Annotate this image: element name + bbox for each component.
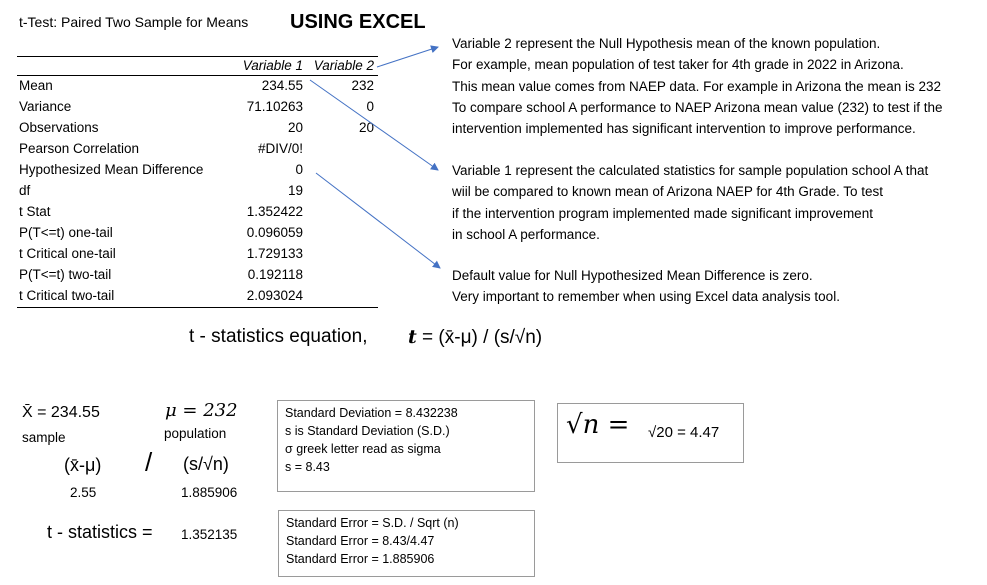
sqrt-n-lhs: √n = <box>566 410 630 440</box>
tstat-label: t - statistics = <box>47 522 153 542</box>
output-title: t-Test: Paired Two Sample for Means <box>19 14 249 30</box>
note-line: Default value for Null Hypothesized Mean Difference is zero. <box>452 268 813 283</box>
box-line: Standard Error = 8.43/4.47 <box>286 534 435 548</box>
denominator-value: 1.885906 <box>181 485 238 500</box>
note-default-value <box>452 265 840 308</box>
row-label: Pearson Correlation <box>19 141 140 156</box>
cell-v1: 0.192118 <box>247 267 303 282</box>
population-mean: μ = 232 <box>165 400 238 421</box>
row-label: Observations <box>19 120 99 135</box>
note-line: if the intervention program implemented made significant improvement <box>452 205 873 221</box>
cell-v2: 20 <box>358 120 374 135</box>
row-label: Hypothesized Mean Difference <box>19 162 204 177</box>
formula-text: = (x̄-μ) / (s/√n) <box>416 327 543 348</box>
standard-deviation-box <box>277 400 535 492</box>
t-symbol: t <box>408 326 417 348</box>
row-label: t Critical one-tail <box>19 246 116 261</box>
arrow-variable-2 <box>377 47 438 67</box>
note-line: wiil be compared to known mean of Arizona NAEP for 4th Grade. To test <box>452 184 883 200</box>
cell-v1: 20 <box>287 120 303 135</box>
denominator: (s/√n) <box>183 454 229 474</box>
note-line: For example, mean population of test taker for 4th grade in 2022 in Arizona. <box>452 57 904 73</box>
box-line: s is Standard Deviation (S.D.) <box>285 424 450 438</box>
note-line: This mean value comes from NAEP data. For example in Arizona the mean is 232 <box>452 78 941 94</box>
note-variable-1 <box>452 160 928 245</box>
box-line: Standard Error = 1.885906 <box>286 552 435 566</box>
cell-v1: 19 <box>287 183 303 198</box>
arrow-default-value <box>316 173 440 268</box>
cell-v1: 71.10263 <box>246 99 303 114</box>
note-line: in school A performance. <box>452 226 600 242</box>
cell-v1: 1.729133 <box>246 246 303 261</box>
using-excel-heading: USING EXCEL <box>290 11 426 33</box>
note-line: Variable 2 represent the Null Hypothesis mean of the known population. <box>452 36 881 51</box>
cell-v1: 234.55 <box>261 78 303 93</box>
numerator: (x̄-μ) <box>64 455 102 475</box>
row-label: t Critical two-tail <box>19 288 115 303</box>
row-label: P(T<=t) two-tail <box>19 267 112 282</box>
cell-v1: 2.093024 <box>246 288 303 303</box>
box-line: σ greek letter read as sigma <box>285 442 441 456</box>
note-line: intervention implemented has significant intervention to improve performance. <box>452 121 916 137</box>
cell-v1: #DIV/0! <box>257 141 303 156</box>
cell-v2: 232 <box>351 78 374 93</box>
sqrt-n-rhs: √20 = 4.47 <box>648 424 720 441</box>
box-line: Standard Error = S.D. / Sqrt (n) <box>286 516 459 530</box>
tstat-value: 1.352135 <box>181 527 238 542</box>
cell-v2: 0 <box>366 99 374 114</box>
row-label: P(T<=t) one-tail <box>19 225 113 240</box>
sample-label: sample <box>22 430 66 445</box>
col-variable-1: Variable 1 <box>242 58 303 73</box>
note-line: Very important to remember when using Excel data analysis tool. <box>452 289 840 305</box>
arrow-variable-1 <box>310 80 438 170</box>
numerator-value: 2.55 <box>70 485 97 500</box>
row-label: Mean <box>19 78 53 93</box>
note-line: Variable 1 represent the calculated statistics for sample population school A that <box>452 163 929 178</box>
population-label: population <box>164 426 227 441</box>
division-slash: / <box>145 447 153 477</box>
col-variable-2: Variable 2 <box>313 58 374 73</box>
cell-v1: 0 <box>295 162 303 177</box>
row-label: df <box>19 183 31 198</box>
sample-mean: X̄ = 234.55 <box>22 404 100 421</box>
sqrt-n-box <box>557 403 744 463</box>
cell-v1: 1.352422 <box>246 204 303 219</box>
note-variable-2 <box>452 33 943 139</box>
row-label: t Stat <box>19 204 51 219</box>
equation-formula <box>408 326 542 349</box>
box-line: Standard Deviation = 8.432238 <box>285 406 458 420</box>
note-line: To compare school A performance to NAEP Arizona mean value (232) to test if the <box>452 99 943 115</box>
box-line: s = 8.43 <box>285 460 330 474</box>
cell-v1: 0.096059 <box>246 225 303 240</box>
row-label: Variance <box>19 99 72 114</box>
standard-error-box <box>278 510 535 577</box>
equation-label: t - statistics equation, <box>189 326 368 347</box>
